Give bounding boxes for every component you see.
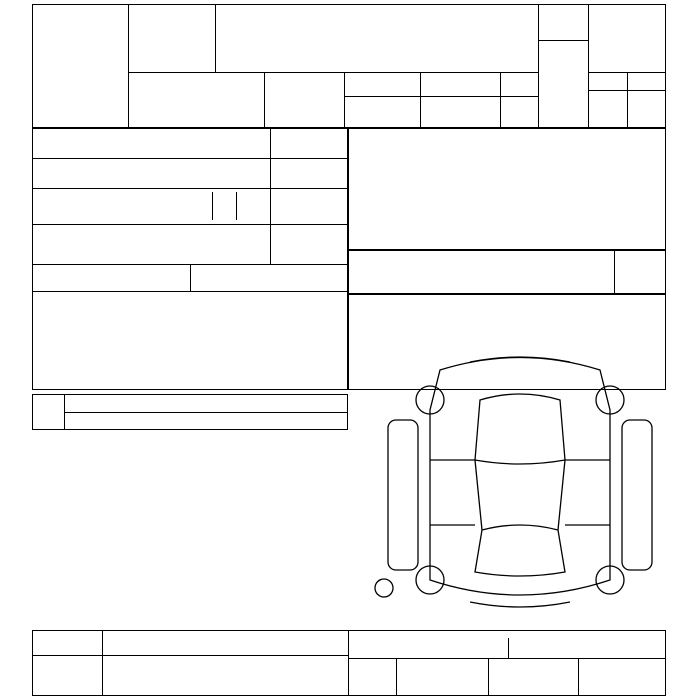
footer-frame [32, 630, 666, 696]
details-frame [32, 128, 348, 390]
car-damage-diagram [370, 340, 670, 630]
equipment-items [352, 264, 614, 292]
sales-frame [348, 128, 666, 250]
